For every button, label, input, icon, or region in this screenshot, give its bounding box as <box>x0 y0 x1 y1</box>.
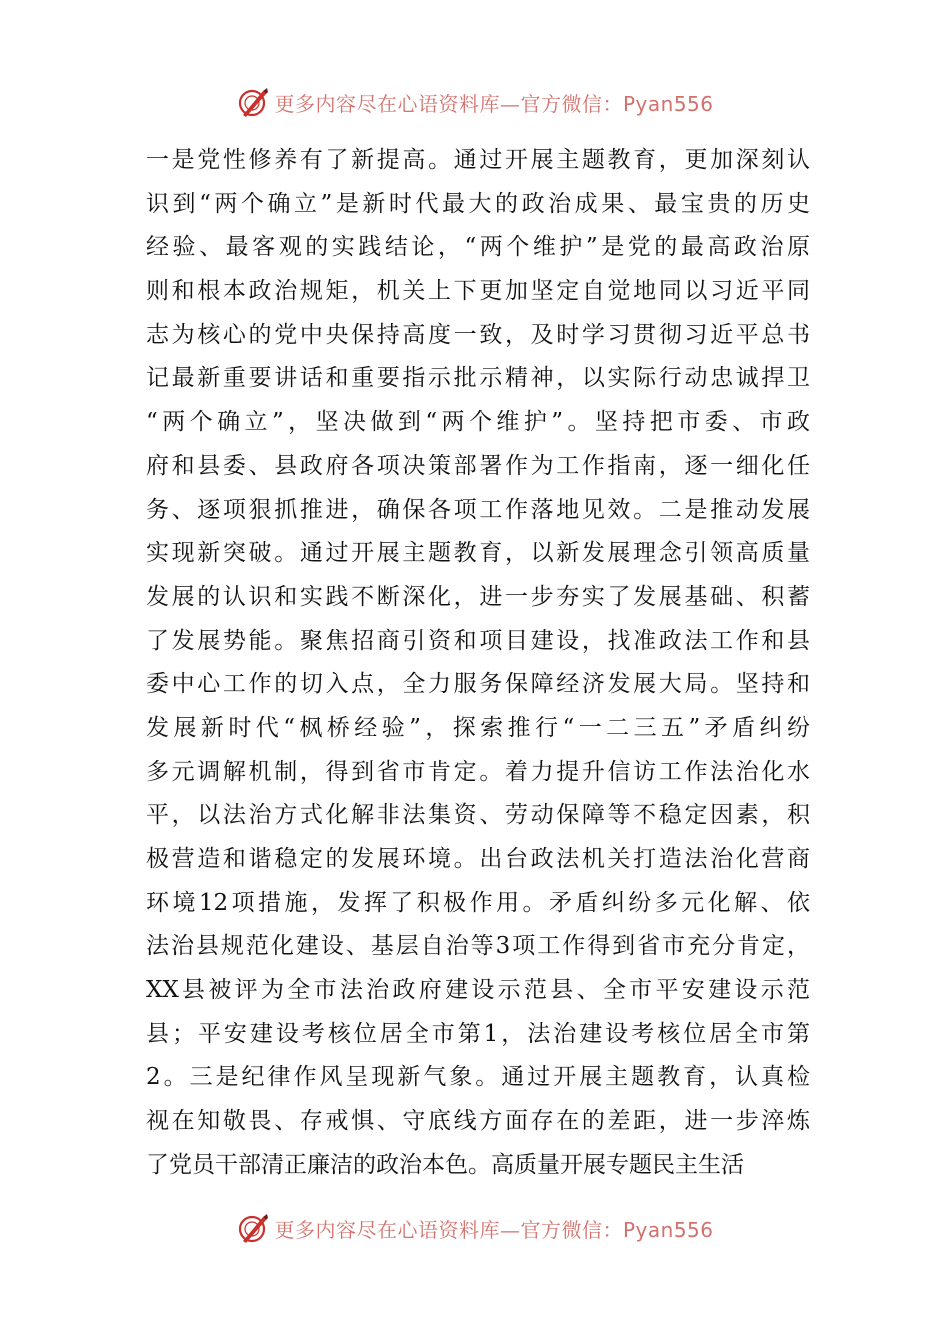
body-line: XX县被评为全市法治政府建设示范县、全市平安建设示范 <box>146 977 810 1004</box>
body-line: 志为核心的党中央保持高度一致，及时学习贯彻习近平总书 <box>146 321 810 348</box>
body-line: 法治县规范化建设、基层自治等3项工作得到省市充分肯定， <box>146 933 810 960</box>
body-line: 多元调解机制，得到省市肯定。着力提升信访工作法治化水 <box>146 758 810 785</box>
body-line: 平，以法治方式化解非法集资、劳动保障等不稳定因素，积 <box>146 802 810 829</box>
body-line: 发展的认识和实践不断深化，进一步夯实了发展基础、积蓄 <box>146 583 810 610</box>
body-line: 视在知敬畏、存戒惧、守底线方面存在的差距，进一步淬炼 <box>146 1108 810 1135</box>
body-line: 实现新突破。通过开展主题教育，以新发展理念引领高质量 <box>146 540 810 567</box>
footer-banner-text: 更多内容尽在心语资料库—官方微信：Pyan556 <box>274 1217 714 1242</box>
footer-banner-handle: Pyan556 <box>622 1217 714 1242</box>
body-line: 极营造和谐稳定的发展环境。出台政法机关打造法治化营商 <box>146 846 810 872</box>
header-banner-handle: Pyan556 <box>622 91 714 116</box>
pen-circle-logo-icon <box>236 85 270 119</box>
body-line: 2。三是纪律作风呈现新气象。通过开展主题教育，认真检 <box>146 1064 810 1091</box>
body-line: “两个确立”，坚决做到“两个维护”。坚持把市委、市政 <box>146 409 810 436</box>
pen-circle-logo-icon <box>236 1211 270 1245</box>
body-line: 经验、最客观的实践结论，“两个维护”是党的最高政治原 <box>146 234 810 261</box>
body-line: 了发展势能。聚焦招商引资和项目建设，找准政法工作和县 <box>146 627 810 654</box>
document-body <box>146 139 810 1188</box>
footer-banner <box>0 1210 950 1246</box>
header-banner-text: 更多内容尽在心语资料库—官方微信：Pyan556 <box>274 91 714 116</box>
body-line: 发展新时代“枫桥经验”，探索推行“一二三五”矛盾纠纷 <box>146 714 810 741</box>
body-line: 则和根本政治规矩，机关上下更加坚定自觉地同以习近平同 <box>146 278 810 305</box>
body-line: 记最新重要讲话和重要指示批示精神，以实际行动忠诚捍卫 <box>146 365 810 392</box>
body-line: 识到“两个确立”是新时代最大的政治成果、最宝贵的历史 <box>146 190 810 217</box>
body-line: 环境12项措施，发挥了积极作用。矛盾纠纷多元化解、依 <box>146 889 810 916</box>
body-line: 县；平安建设考核位居全市第1，法治建设考核位居全市第 <box>146 1020 810 1047</box>
body-line: 府和县委、县政府各项决策部署作为工作指南，逐一细化任 <box>146 452 810 479</box>
body-line: 委中心工作的切入点，全力服务保障经济发展大局。坚持和 <box>146 671 810 698</box>
header-banner <box>0 84 950 120</box>
body-line: 了党员干部清正廉洁的政治本色。高质量开展专题民主生活 <box>146 1151 744 1178</box>
body-line: 一是党性修养有了新提高。通过开展主题教育，更加深刻认 <box>146 147 810 173</box>
body-line: 务、逐项狠抓推进，确保各项工作落地见效。二是推动发展 <box>146 496 810 523</box>
